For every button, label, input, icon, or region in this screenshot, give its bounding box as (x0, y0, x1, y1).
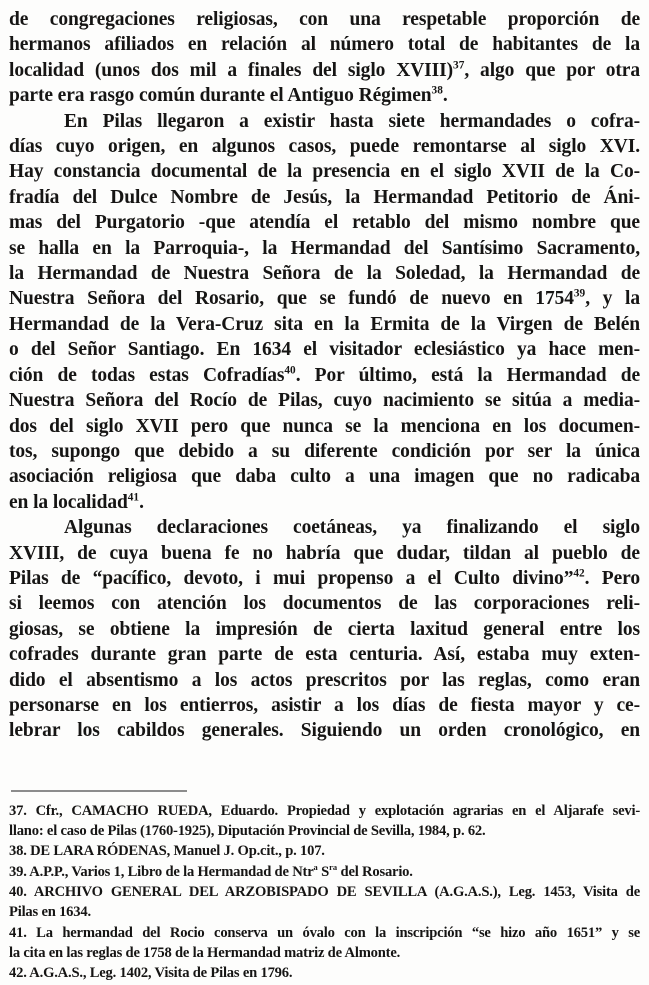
text-line: Nuestra Señora del Rocío de Pilas, cuyo nacimiento se sitúa a media- (9, 390, 640, 412)
text-line: lebrar los cabildos generales. Siguiendo un orden cronológico, en (9, 720, 640, 742)
text-line: cofrades durante gran parte de esta centuria. Así, estaba muy exten- (9, 644, 640, 666)
footnote-line: llano: el caso de Pilas (1760-1925), Diputación Provincial de Sevilla, 1984, p. 62. (9, 823, 486, 840)
text-line: XVIII, de cuya buena fe no habría que dudar, tildan al pueblo de (9, 542, 640, 564)
text-line: días cuyo origen, en algunos casos, puede remontarse al siglo XVI. (9, 136, 640, 158)
text-line: o del Señor Santiago. En 1634 el visitador eclesiástico ya hace men- (9, 339, 640, 361)
paragraph (9, 109, 640, 516)
footnote-line: 41. La hermandad del Rocio conserva un óvalo con la inscripción “se hizo año 1651” y se (9, 924, 640, 941)
text-line: localidad (unos dos mil a finales del siglo XVIII)$^{37}$, algo que por otra (9, 59, 640, 81)
paragraph (9, 7, 640, 109)
text-line: la Hermandad de Nuestra Señora de la Soledad, la Hermandad de (9, 263, 640, 285)
footnotes-section (9, 801, 640, 984)
footnote-line: 39. A.P.P., Varios 1, Libro de la Hermandad de Ntr$^a$ $S^{ra}$ del Rosario. (9, 861, 413, 880)
text-line: de congregaciones religiosas, con una respetable proporción de (9, 9, 640, 30)
text-line: mas del Purgatorio -que atendía el retablo del mismo nombre que (9, 212, 640, 234)
text-line: dos del siglo XVII pero que nunca se la menciona en los documen- (9, 415, 640, 437)
paragraph (9, 801, 640, 842)
paragraph (9, 515, 640, 744)
paragraph (9, 882, 640, 923)
footnote-separator (11, 790, 187, 792)
text-line: parte era rasgo común durante el Antiguo Régimen$^{38}$. (9, 84, 448, 107)
text-line: Nuestra Señora del Rosario, que se fundó de nuevo en 1754$^{39}$, y la (9, 287, 640, 310)
footnote-line: 37. Cfr., CAMACHO RUEDA, Eduardo. Propiedad y explotación agrarias en el Aljarafe sevi- (9, 802, 640, 819)
text-line: dido el absentismo a los actos prescritos por las reglas, como eran (9, 669, 640, 691)
text-line: En Pilas llegaron a existir hasta siete hermandades o cofra- (64, 110, 640, 132)
text-line: fradía del Dulce Nombre de Jesús, la Hermandad Petitorio de Áni- (9, 186, 640, 208)
footnote-line: la cita en las reglas de 1758 de la Hermandad matriz de Almonte. (9, 944, 401, 961)
text-line: tos, supongo que debido a su diferente condición por ser la única (9, 440, 640, 462)
text-line: Pilas de “pacífico, devoto, i mui propenso a el Culto divino”$^{42}$. Pero (9, 567, 640, 589)
footnote-line: 38. DE LARA RÓDENAS, Manuel J. Op.cit., p. 107. (9, 843, 325, 860)
text-line: Algunas declaraciones coetáneas, ya finalizando el siglo (64, 517, 640, 539)
paragraph (9, 862, 640, 882)
text-line: se halla en la Parroquia-, la Hermandad del Santísimo Sacramento, (9, 237, 640, 259)
text-line: personarse en los entierros, asistir a los días de fiesta mayor y ce- (9, 694, 640, 716)
text-line: en la localidad$^{41}$. (9, 491, 144, 513)
paragraph (9, 923, 640, 964)
text-line: asociación religiosa que daba culto a una imagen que no radicaba (9, 466, 640, 488)
paragraph (9, 963, 640, 983)
body-text (9, 7, 640, 744)
footnote-line: 42. A.G.A.S., Leg. 1402, Visita de Pilas en 1796. (9, 965, 293, 982)
footnote-line: 40. ARCHIVO GENERAL DEL ARZOBISPADO DE SEVILLA (A.G.A.S.), Leg. 1453, Visita de (9, 883, 640, 900)
text-line: hermanos afiliados en relación al número total de habitantes de la (9, 34, 640, 56)
text-line: Hermandad de la Vera-Cruz sita en la Ermita de la Virgen de Belén (9, 313, 640, 335)
paragraph (9, 841, 640, 861)
text-line: Hay constancia documental de la presencia en el siglo XVII de la Co- (9, 161, 640, 183)
footnote-line: Pilas en 1634. (9, 904, 91, 921)
text-line: giosas, se obtiene la impresión de cierta laxitud general entre los (9, 618, 640, 640)
text-line: ción de todas estas Cofradías$^{40}$. Por último, está la Hermandad de (9, 364, 640, 386)
text-line: si leemos con atención los documentos de las corporaciones reli- (9, 593, 640, 615)
